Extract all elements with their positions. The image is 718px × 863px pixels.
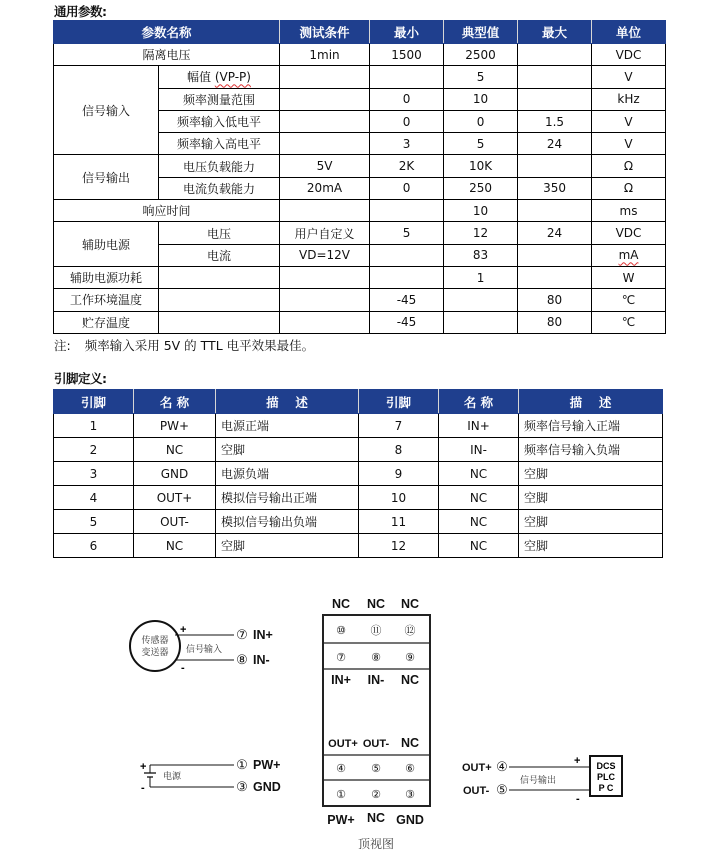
group-signal-input: 信号输入 bbox=[54, 66, 159, 155]
pin-number: 6 bbox=[54, 534, 134, 558]
param-max bbox=[518, 244, 592, 266]
pin-number: ⑧ bbox=[236, 652, 248, 667]
pin-description: 模拟信号输出正端 bbox=[216, 486, 359, 510]
param-unit: Ω bbox=[592, 177, 666, 199]
pin-number: 5 bbox=[54, 510, 134, 534]
param-typ: 10 bbox=[444, 88, 518, 110]
param-name: 隔离电压 bbox=[54, 44, 280, 66]
pin-number: 4 bbox=[54, 486, 134, 510]
pin-number: 3 bbox=[54, 462, 134, 486]
param-typ bbox=[444, 311, 518, 333]
pin-description: 空脚 bbox=[216, 438, 359, 462]
pin-description: 模拟信号输出负端 bbox=[216, 510, 359, 534]
param-unit: ms bbox=[592, 200, 666, 222]
param-unit: ℃ bbox=[592, 311, 666, 333]
param-max: 80 bbox=[518, 311, 592, 333]
param-empty bbox=[159, 289, 280, 311]
out-label: OUT+ bbox=[328, 738, 358, 750]
param-max: 350 bbox=[518, 177, 592, 199]
out-plus-label: OUT+ bbox=[462, 762, 492, 774]
param-min bbox=[370, 244, 444, 266]
param-name-suffix: (VP-P) bbox=[214, 70, 251, 85]
param-name bbox=[159, 66, 280, 88]
param-name: 频率输入低电平 bbox=[159, 110, 280, 132]
in-minus-label: IN- bbox=[253, 653, 270, 667]
param-name: 电流 bbox=[159, 244, 280, 266]
param-cond bbox=[280, 311, 370, 333]
output-minus: - bbox=[576, 793, 580, 805]
power-label: 电源 bbox=[163, 772, 182, 782]
param-typ: 5 bbox=[444, 66, 518, 88]
param-typ: 250 bbox=[444, 177, 518, 199]
param-name: 频率输入高电平 bbox=[159, 133, 280, 155]
header-typical: 典型值 bbox=[444, 21, 518, 44]
table-row bbox=[54, 44, 666, 66]
pin-name: OUT+ bbox=[134, 486, 216, 510]
param-max: 1.5 bbox=[518, 110, 592, 132]
param-empty bbox=[159, 311, 280, 333]
out-label: NC bbox=[400, 736, 420, 750]
pin-name: NC bbox=[134, 438, 216, 462]
param-typ: 10 bbox=[444, 200, 518, 222]
param-typ: 12 bbox=[444, 222, 518, 244]
param-typ: 1 bbox=[444, 266, 518, 288]
table-row bbox=[54, 462, 663, 486]
gnd-label: GND bbox=[253, 780, 281, 794]
header-min: 最小 bbox=[370, 21, 444, 44]
param-cond: VD=12V bbox=[280, 244, 370, 266]
pin-number: 11 bbox=[359, 510, 439, 534]
wiring-diagram bbox=[0, 580, 718, 863]
param-max bbox=[518, 88, 592, 110]
param-name: 贮存温度 bbox=[54, 311, 159, 333]
param-name-prefix: 幅值 bbox=[187, 70, 215, 85]
param-typ: 2500 bbox=[444, 44, 518, 66]
pin-name: NC bbox=[439, 534, 519, 558]
table-row bbox=[54, 311, 666, 333]
table-row bbox=[54, 510, 663, 534]
param-min: -45 bbox=[370, 311, 444, 333]
param-unit: Ω bbox=[592, 155, 666, 177]
param-min: -45 bbox=[370, 289, 444, 311]
top-label: NC bbox=[400, 597, 420, 611]
pin-number: ③ bbox=[236, 779, 248, 794]
table-row bbox=[54, 486, 663, 510]
pin-name: NC bbox=[439, 462, 519, 486]
pin-number: ① bbox=[336, 789, 346, 801]
pin-number: ④ bbox=[336, 763, 346, 775]
pin-number: ⑤ bbox=[371, 763, 381, 775]
pin-number: ⑩ bbox=[336, 625, 346, 637]
param-max bbox=[518, 200, 592, 222]
in-label: NC bbox=[400, 673, 420, 687]
header-description: 描 述 bbox=[519, 390, 663, 414]
param-min: 3 bbox=[370, 133, 444, 155]
header-unit: 单位 bbox=[592, 21, 666, 44]
in-plus-label: IN+ bbox=[253, 628, 273, 642]
output-wiring bbox=[462, 755, 622, 805]
group-aux-power: 辅助电源 bbox=[54, 222, 159, 267]
top-label: NC bbox=[331, 597, 351, 611]
table-row bbox=[54, 438, 663, 462]
param-typ: 10K bbox=[444, 155, 518, 177]
pin-number: ③ bbox=[405, 789, 415, 801]
pin-number: ② bbox=[371, 789, 381, 801]
table-row bbox=[54, 289, 666, 311]
module-top-view bbox=[323, 597, 430, 851]
param-typ: 5 bbox=[444, 133, 518, 155]
bottom-label: PW+ bbox=[327, 813, 355, 827]
param-unit: ℃ bbox=[592, 289, 666, 311]
param-name: 频率测量范围 bbox=[159, 88, 280, 110]
param-typ: 0 bbox=[444, 110, 518, 132]
pin-name: GND bbox=[134, 462, 216, 486]
sensor-minus: - bbox=[181, 662, 185, 674]
sensor-label-line2: 变送器 bbox=[141, 648, 169, 658]
param-min: 1500 bbox=[370, 44, 444, 66]
power-plus: + bbox=[140, 761, 147, 773]
pin-number: ⑧ bbox=[371, 652, 381, 664]
out-minus-label: OUT- bbox=[463, 785, 490, 797]
param-typ: 83 bbox=[444, 244, 518, 266]
pin-number: 1 bbox=[54, 414, 134, 438]
bottom-label: GND bbox=[396, 813, 424, 827]
param-name: 电压负载能力 bbox=[159, 155, 280, 177]
param-unit: V bbox=[592, 133, 666, 155]
top-view-caption: 顶视图 bbox=[357, 837, 395, 851]
table-header-row bbox=[54, 390, 663, 414]
pin-number: ④ bbox=[496, 759, 508, 774]
sensor-circle bbox=[130, 621, 180, 671]
param-cond: 1min bbox=[280, 44, 370, 66]
param-min: 0 bbox=[370, 110, 444, 132]
param-name: 响应时间 bbox=[54, 200, 280, 222]
header-pin: 引脚 bbox=[54, 390, 134, 414]
power-minus: - bbox=[141, 782, 145, 794]
sensor-plus: + bbox=[180, 624, 187, 636]
pin-name: IN+ bbox=[439, 414, 519, 438]
param-name: 电流负载能力 bbox=[159, 177, 280, 199]
param-typ bbox=[444, 289, 518, 311]
param-cond bbox=[280, 289, 370, 311]
note-text: 频率输入采用 5V 的 TTL 电平效果最佳。 bbox=[84, 338, 315, 353]
pin-description: 空脚 bbox=[519, 510, 663, 534]
param-unit: V bbox=[592, 66, 666, 88]
param-cond: 5V bbox=[280, 155, 370, 177]
pin-number: ⑦ bbox=[236, 627, 248, 642]
out-label: OUT- bbox=[362, 738, 390, 750]
param-unit: W bbox=[592, 266, 666, 288]
signal-input-label: 信号输入 bbox=[186, 645, 223, 655]
param-unit: VDC bbox=[592, 44, 666, 66]
pin-definition-table bbox=[53, 389, 663, 558]
param-min: 0 bbox=[370, 88, 444, 110]
pin-description: 频率信号输入负端 bbox=[519, 438, 663, 462]
table-row bbox=[54, 414, 663, 438]
pin-name: PW+ bbox=[134, 414, 216, 438]
signal-output-label: 信号输出 bbox=[520, 776, 557, 786]
table-row bbox=[54, 534, 663, 558]
param-cond bbox=[280, 200, 370, 222]
pin-description: 空脚 bbox=[519, 462, 663, 486]
bottom-label: NC bbox=[366, 811, 386, 825]
general-params-table bbox=[53, 20, 666, 334]
param-cond bbox=[280, 133, 370, 155]
dcs-box-line: PLC bbox=[597, 772, 615, 782]
header-test-condition: 测试条件 bbox=[280, 21, 370, 44]
pin-description: 电源负端 bbox=[216, 462, 359, 486]
section-title-general-params: 通用参数: bbox=[54, 4, 107, 19]
param-unit: V bbox=[592, 110, 666, 132]
param-min: 5 bbox=[370, 222, 444, 244]
param-min bbox=[370, 200, 444, 222]
pin-number: ① bbox=[236, 757, 248, 772]
in-label: IN- bbox=[367, 673, 385, 687]
pin-number: 9 bbox=[359, 462, 439, 486]
section-title-pin-definition: 引脚定义: bbox=[54, 371, 107, 386]
pin-description: 空脚 bbox=[519, 534, 663, 558]
param-unit: VDC bbox=[592, 222, 666, 244]
dcs-box-line: P C bbox=[598, 783, 614, 793]
top-label: NC bbox=[366, 597, 386, 611]
param-min: 2K bbox=[370, 155, 444, 177]
pin-number: 12 bbox=[359, 534, 439, 558]
pin-description: 空脚 bbox=[216, 534, 359, 558]
note-label: 注: bbox=[54, 338, 71, 353]
pin-name: IN- bbox=[439, 438, 519, 462]
param-cond: 用户自定义 bbox=[280, 222, 370, 244]
pin-number: ⑪ bbox=[370, 625, 382, 637]
param-cond bbox=[280, 110, 370, 132]
pin-name: NC bbox=[439, 510, 519, 534]
sensor-input-wiring bbox=[130, 621, 273, 674]
param-cond bbox=[280, 88, 370, 110]
param-max: 24 bbox=[518, 222, 592, 244]
pin-number: 7 bbox=[359, 414, 439, 438]
pin-number: ⑤ bbox=[496, 782, 508, 797]
param-max: 80 bbox=[518, 289, 592, 311]
param-max bbox=[518, 155, 592, 177]
output-plus: + bbox=[574, 755, 581, 767]
pin-number: ⑨ bbox=[405, 652, 415, 664]
param-max bbox=[518, 266, 592, 288]
table-row bbox=[54, 155, 666, 177]
pin-number: ⑦ bbox=[336, 652, 346, 664]
pin-description: 电源正端 bbox=[216, 414, 359, 438]
table-row bbox=[54, 222, 666, 244]
pin-number: ⑫ bbox=[404, 625, 416, 637]
param-cond: 20mA bbox=[280, 177, 370, 199]
param-min: 0 bbox=[370, 177, 444, 199]
param-name: 电压 bbox=[159, 222, 280, 244]
param-unit: kHz bbox=[592, 88, 666, 110]
param-max bbox=[518, 66, 592, 88]
pin-number: 10 bbox=[359, 486, 439, 510]
header-param-name: 参数名称 bbox=[54, 21, 280, 44]
pin-name: NC bbox=[134, 534, 216, 558]
header-pin: 引脚 bbox=[359, 390, 439, 414]
pin-number: 2 bbox=[54, 438, 134, 462]
param-min bbox=[370, 66, 444, 88]
module-outline bbox=[323, 615, 430, 806]
param-empty bbox=[159, 266, 280, 288]
param-min bbox=[370, 266, 444, 288]
pw-plus-label: PW+ bbox=[253, 758, 281, 772]
pin-description: 频率信号输入正端 bbox=[519, 414, 663, 438]
table-row bbox=[54, 200, 666, 222]
dcs-box-line: DCS bbox=[596, 761, 616, 771]
pin-name: NC bbox=[439, 486, 519, 510]
pin-description: 空脚 bbox=[519, 486, 663, 510]
param-unit: mA bbox=[592, 244, 666, 266]
param-max: 24 bbox=[518, 133, 592, 155]
param-name: 工作环境温度 bbox=[54, 289, 159, 311]
header-description: 描 述 bbox=[216, 390, 359, 414]
group-signal-output: 信号输出 bbox=[54, 155, 159, 200]
header-name: 名 称 bbox=[134, 390, 216, 414]
table-header-row bbox=[54, 21, 666, 44]
table-row bbox=[54, 266, 666, 288]
param-cond bbox=[280, 66, 370, 88]
param-name: 辅助电源功耗 bbox=[54, 266, 159, 288]
param-cond bbox=[280, 266, 370, 288]
note bbox=[54, 336, 314, 354]
sensor-label-line1: 传感器 bbox=[141, 636, 169, 646]
pin-number: 8 bbox=[359, 438, 439, 462]
header-name: 名 称 bbox=[439, 390, 519, 414]
power-wiring bbox=[140, 757, 281, 794]
table-row bbox=[54, 66, 666, 88]
header-max: 最大 bbox=[518, 21, 592, 44]
param-max bbox=[518, 44, 592, 66]
pin-number: ⑥ bbox=[405, 763, 415, 775]
pin-name: OUT- bbox=[134, 510, 216, 534]
in-label: IN+ bbox=[331, 673, 351, 687]
